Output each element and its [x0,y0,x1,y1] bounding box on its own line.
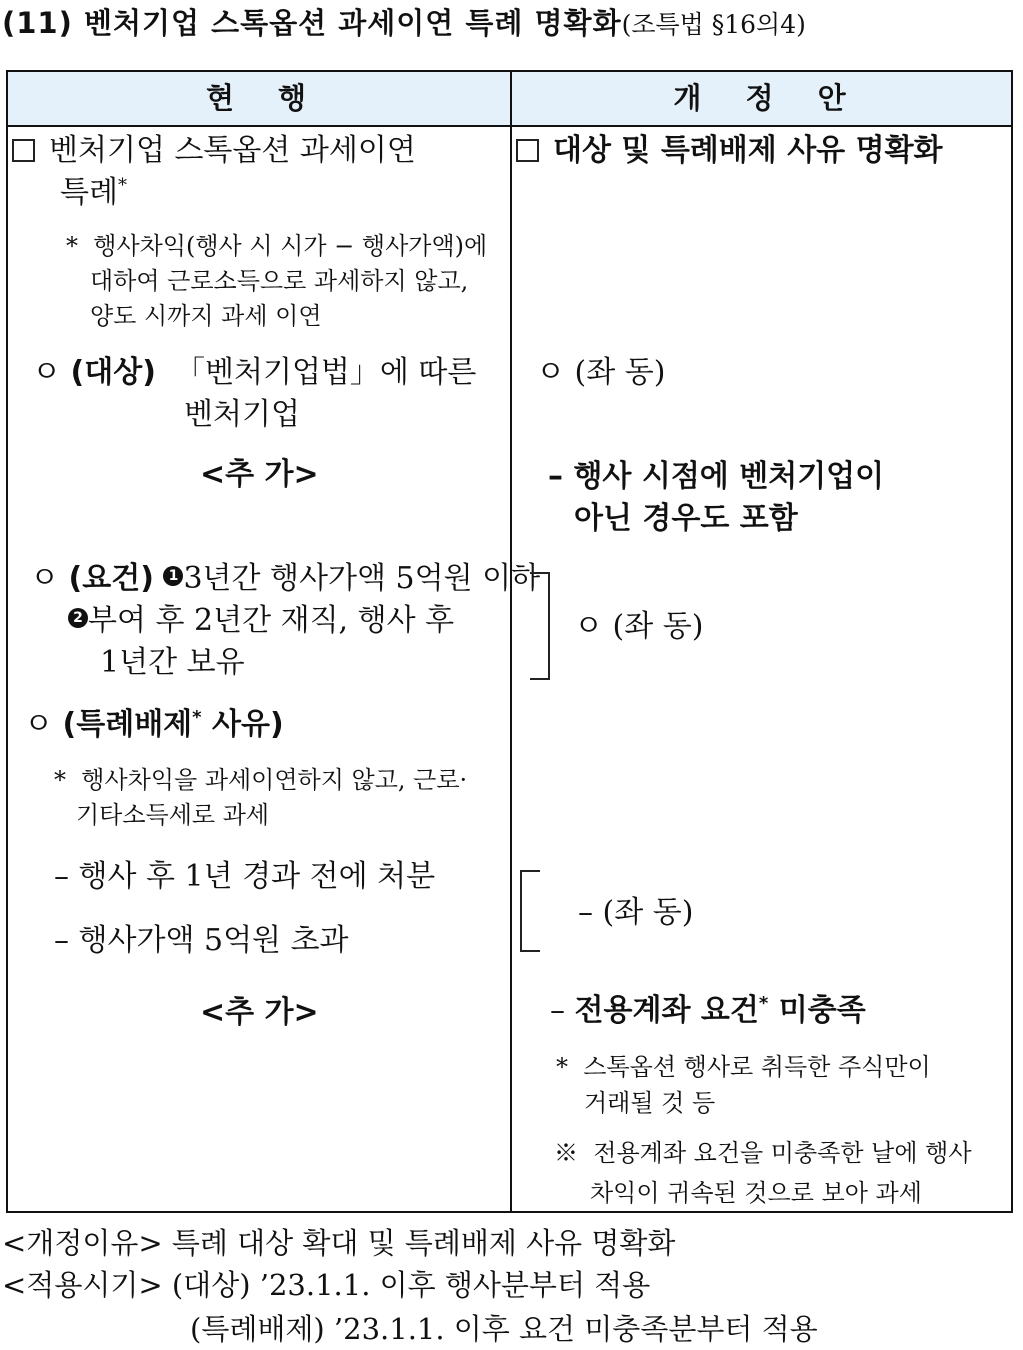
revised-note1 [556,1050,931,1085]
footer-reason: <개정이유> 특례 대상 확대 및 특례배제 사유 명확화 [2,1226,676,1260]
current-requirement-item2-line2: 1년간 보유 [100,645,245,680]
current-heading-note-line2: 대하여 근로소득으로 과세하지 않고, [90,267,469,295]
requirement-item1: 3년간 행사가액 5억원 이하 [183,561,541,596]
current-heading-line2-text: 특례 [60,175,118,210]
note-mark: * [556,1053,568,1081]
section-title-law-reference: (조특법 §16의4) [621,10,806,39]
target-text: 「벤처기업법」에 따른 [175,355,477,390]
column-divider [510,72,512,1211]
revised-exclusion-add [550,990,866,1032]
header-revised: 개 정 안 [673,81,852,115]
note-mark: * [54,766,66,794]
current-requirement-item2 [68,600,454,642]
dash-mark: – [550,993,575,1028]
note-line: 전용계좌 요건을 미충족한 날에 행사 [593,1139,972,1167]
revised-note2-line2: 차익이 귀속된 것으로 보아 과세 [590,1179,922,1207]
note-line: 스톡옵션 행사로 취득한 주식만이 [583,1053,931,1081]
footer-timing: <적용시기> (대상) ’23.1.1. 이후 행사분부터 적용 [2,1268,651,1302]
revised-heading-text: 대상 및 특례배제 사유 명확화 [553,133,943,168]
current-add-label-1: <추 가> [200,457,319,492]
number-2-icon: 2 [68,608,88,628]
note-line: 행사차익을 과세이연하지 않고, 근로· [81,766,468,794]
note-mark: * [66,232,78,260]
current-exclusion-item2: – 행사가액 5억원 초과 [54,923,349,958]
footnote-mark: * [192,707,202,728]
footer-timing-line2: (특례배제) ’23.1.1. 이후 요건 미충족분부터 적용 [190,1312,818,1346]
checkbox-square-icon [12,139,35,162]
bracket-right [520,870,540,952]
revised-note1-line2: 거래될 것 등 [584,1089,716,1117]
current-exclusion-item1: – 행사 후 1년 경과 전에 처분 [54,859,436,894]
exclusion-add-end: 미충족 [768,993,866,1028]
requirement-item2-text: 부여 후 2년간 재직, 행사 후 [88,603,455,638]
revised-requirement-same: ㅇ (좌 동) [574,609,704,644]
note-line: 행사차익(행사 시 시가 − 행사가액)에 [93,232,488,260]
current-exclusion-note [54,763,467,798]
bullet-mark: ㅇ [30,561,59,596]
bullet-mark: ㅇ [32,355,61,390]
current-requirement-row [30,558,540,600]
current-heading [12,130,416,172]
current-heading-note [66,229,487,264]
current-exclusion-row [24,704,284,746]
current-target-row [32,352,476,394]
exclusion-label: (특례배제 [62,707,193,742]
header-current: 현 행 [205,81,313,115]
revised-target-add: – 행사 시점에 벤처기업이 [548,459,885,494]
revised-target-same: ㅇ (좌 동) [536,355,666,390]
revised-target-add-line2: 아닌 경우도 포함 [574,501,798,536]
current-heading-text: 벤처기업 스톡옵션 과세이연 [49,133,416,168]
revised-exclusion-same: – (좌 동) [578,895,694,930]
current-add-label-2: <추 가> [200,995,319,1030]
current-heading-line2 [60,172,127,214]
checkbox-square-icon [516,139,539,162]
footnote-mark: * [758,993,769,1014]
bullet-mark: ㅇ [24,707,53,742]
exclusion-label-end: 사유) [201,707,284,742]
current-exclusion-note-line2: 기타소득세로 과세 [76,801,270,829]
section-title [2,2,806,44]
comparison-table [6,70,1013,1213]
revised-note2 [554,1136,972,1171]
current-target-line2: 벤처기업 [184,397,300,432]
revised-heading [516,130,943,172]
number-1-icon: 1 [163,566,183,586]
requirement-label: (요건) [68,561,154,596]
current-heading-note-line3: 양도 시까지 과세 이연 [90,302,322,330]
section-title-main: (11) 벤처기업 스톡옵션 과세이연 특례 명확화 [2,6,622,40]
target-label: (대상) [70,355,156,390]
exclusion-add-text: 전용계좌 요건 [574,993,759,1028]
note-mark: ※ [554,1139,578,1167]
bracket-left [530,572,550,680]
footnote-mark: * [117,175,127,196]
